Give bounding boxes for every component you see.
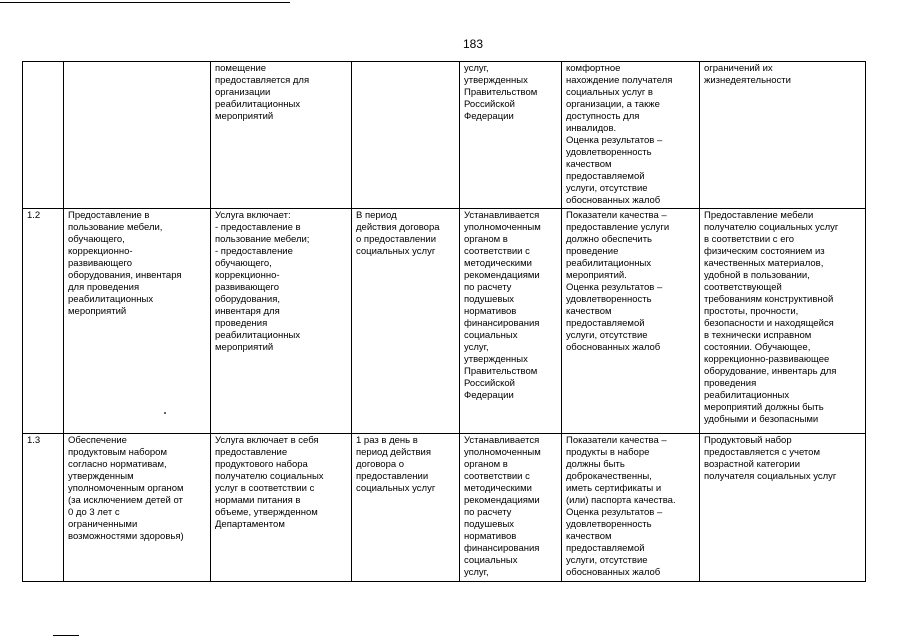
services-table: [22, 61, 866, 582]
table-cell-period: В период действия договора о предоставлении социальных услуг: [352, 209, 460, 434]
table-cell-conditions: Продуктовый набор предоставляется с учетом возрастной категории получателя социальных услуг: [700, 434, 866, 582]
table-cell-description: Услуга включает в себя предоставление продуктового набора получателю социальных услуг в соответствии с нормами питания в объеме, утвержденном Департаментом: [211, 434, 352, 582]
table-cell-number: 1.2: [23, 209, 64, 434]
table-cell-cost: Устанавливается уполномоченным органом в соответствии с методическими рекомендациями по расчету подушевых нормативов финансирования социальных услуг,: [460, 434, 562, 582]
table-cell-number: 1.3: [23, 434, 64, 582]
table-cell-description: помещение предоставляется для организации реабилитационных мероприятий: [211, 62, 352, 209]
table-cell-conditions: Предоставление мебели получателю социальных услуг в соответствии с его физическим состоянием из качественных материалов, удобной в пользовании, соответствующей требованиям конструктивной простоты, прочности, безопасности и находящейся в технически исправном состоянии. Обучающее, коррекционно-развивающее оборудование, инвентарь для проведения реабилитационных мероприятий должны быть удобными и безопасными: [700, 209, 866, 434]
table-cell-cost: Устанавливается уполномоченным органом в соответствии с методическими рекомендациями по расчету подушевых нормативов финансирования социальных услуг, утвержденных Правительством Российской Федерации: [460, 209, 562, 434]
table-cell-period: [352, 62, 460, 209]
table-cell-service-name: [64, 62, 211, 209]
table-cell-quality: комфортное нахождение получателя социальных услуг в организации, а также доступность для инвалидов. Оценка результатов – удовлетворенность качеством предоставляемой услуги, отсутствие обоснованных жалоб: [562, 62, 700, 209]
table-cell-service-name: Обеспечение продуктовым набором согласно нормативам, утвержденным уполномоченным органом (за исключением детей от 0 до 3 лет с ограниченными возможностями здоровья): [64, 434, 211, 582]
table-cell-service-name: Предоставление в пользование мебели, обучающего, коррекционно- развивающего оборудования, инвентаря для проведения реабилитационных мероприятий: [64, 209, 211, 434]
footer-rule: [53, 635, 79, 636]
table-cell-quality: Показатели качества – продукты в наборе должны быть доброкачественны, иметь сертификаты и (или) паспорта качества. Оценка результатов – удовлетворенность качеством предоставляемой услуги, отсутствие обоснованных жалоб: [562, 434, 700, 582]
table-row: [23, 434, 866, 582]
page-number: 183: [463, 37, 484, 51]
table-cell-period: 1 раз в день в период действия договора о предоставлении социальных услуг: [352, 434, 460, 582]
table-cell-cost: услуг, утвержденных Правительством Российской Федерации: [460, 62, 562, 209]
top-rule: [0, 2, 290, 3]
table-cell-quality: Показатели качества – предоставление услуги должно обеспечить проведение реабилитационных мероприятий. Оценка результатов – удовлетворенность качеством предоставляемой услуги, отсутствие обоснованных жалоб: [562, 209, 700, 434]
table-cell-description: Услуга включает: - предоставление в пользование мебели; - предоставление обучающего, коррекционно- развивающего оборудования, инвентаря для проведения реабилитационных мероприятий: [211, 209, 352, 434]
table-row: [23, 209, 866, 434]
scan-dot: [164, 412, 166, 414]
table-row: [23, 62, 866, 209]
table-cell-number: [23, 62, 64, 209]
table-cell-conditions: ограничений их жизнедеятельности: [700, 62, 866, 209]
